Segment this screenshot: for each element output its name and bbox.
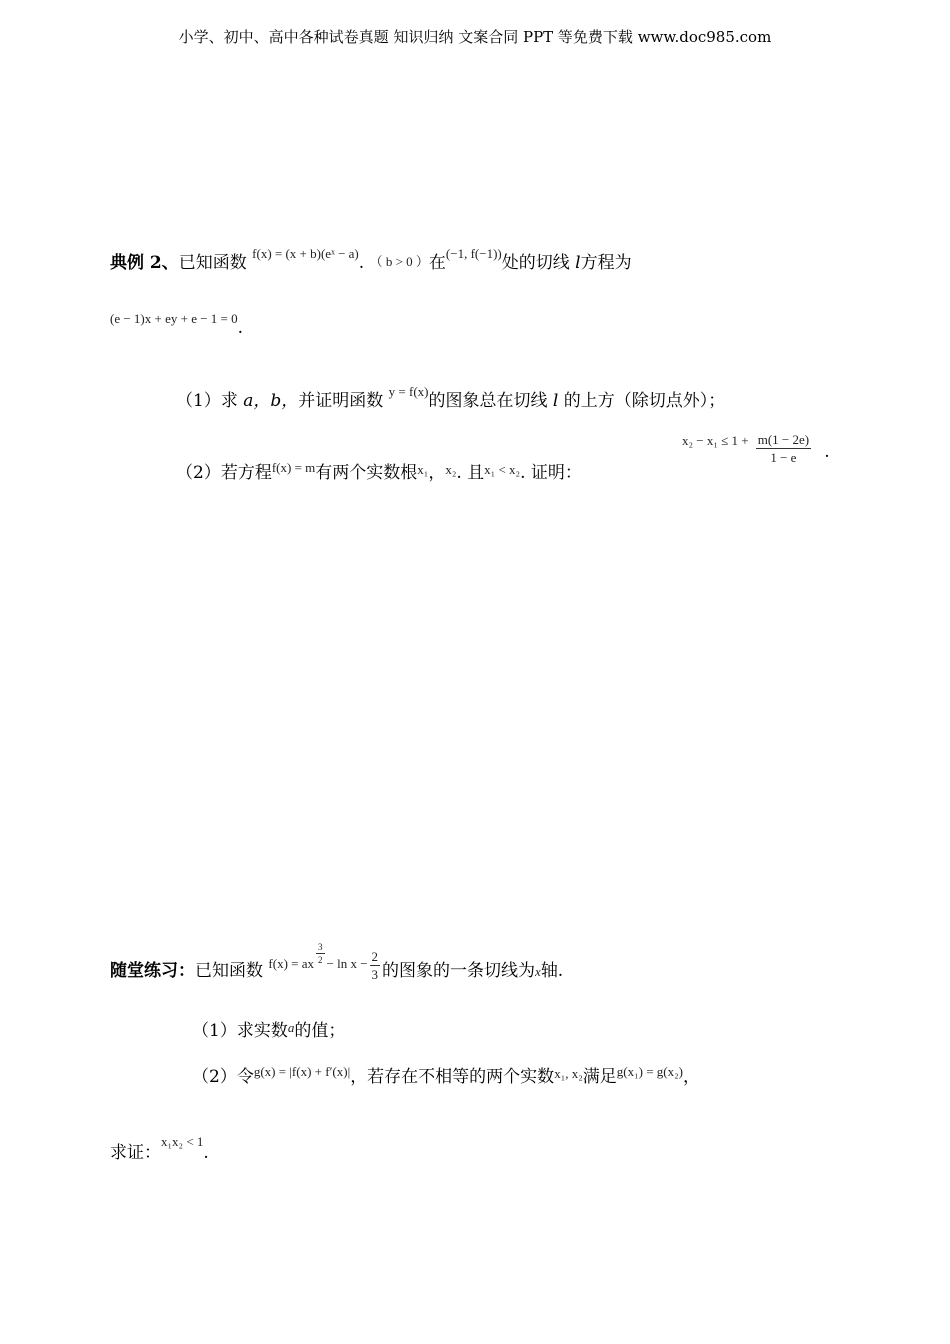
- practice-q1-a: a: [287, 1020, 295, 1035]
- q1-rest2: 的上方（除切点外）；: [563, 391, 726, 411]
- practice-q2-vars: x₁, x₂: [554, 1066, 583, 1081]
- example2-text-2: .: [358, 253, 365, 273]
- q2-fraction: [756, 432, 811, 465]
- example2-label: 典例 2、: [110, 253, 179, 273]
- tangent-point: (−1, f(−1)): [445, 246, 502, 261]
- practice-q2-condition: g(x₁) = g(x₂): [616, 1064, 683, 1079]
- example2-text-6: .: [237, 318, 244, 338]
- practice-function: f(x) = ax 3 2 − ln x − 2 3: [268, 941, 379, 982]
- practice-q2-end: ，: [682, 1067, 700, 1087]
- example2-line1: [110, 248, 632, 273]
- practice-proof-inequality: x₁x₂ < 1: [161, 1134, 204, 1149]
- practice-text-3: 轴.: [540, 961, 564, 981]
- q2-proof-expression: [682, 432, 830, 465]
- practice-x-var: x: [535, 964, 541, 979]
- example2-text-5: 方程为: [580, 253, 632, 273]
- practice-proof-line: [110, 1134, 209, 1163]
- page-header: 小学、初中、高中各种试卷真题 知识归纳 文案合同 PPT 等免费下载 www.doc985.com: [178, 28, 772, 46]
- tangent-line-symbol: l: [575, 253, 581, 273]
- practice-q2-text-2: 满足: [582, 1067, 617, 1087]
- example2-text-1: 已知函数: [178, 253, 247, 273]
- practice-q2-prefix: （2）令: [192, 1067, 254, 1087]
- practice-label: 随堂练习：: [110, 961, 195, 981]
- q2-x2: x₂: [445, 462, 457, 477]
- practice-fraction: $\frac{2}{3}$: [371, 948, 379, 982]
- example2-text-3: 在: [428, 253, 446, 273]
- practice-q2-g-definition: g(x) = |f(x) + f′(x)|: [253, 1064, 351, 1079]
- q2-inequality: x₁ < x₂: [484, 462, 521, 477]
- example2-line2: [110, 311, 244, 338]
- practice-question-1: [192, 1016, 345, 1041]
- q2-end: .: [824, 442, 830, 462]
- practice-proof-end: .: [203, 1143, 209, 1163]
- practice-text-2: 的图象的一条切线为: [382, 961, 536, 981]
- example2-text-4: 处的切线: [501, 253, 570, 273]
- practice-proof-label: 求证：: [110, 1143, 161, 1163]
- q2-lhs: x₂ − x₁ ≤ 1 +: [682, 433, 749, 448]
- q1-rest: 的图象总在切线: [428, 391, 548, 411]
- tangent-equation: (e − 1)x + ey + e − 1 = 0: [110, 311, 238, 326]
- q2-fraction-numerator: m(1 − 2e): [757, 432, 810, 447]
- q1-line-symbol: l: [547, 391, 564, 411]
- practice-q1-prefix: （1）求实数: [192, 1021, 288, 1041]
- condition-b-positive: （ b > 0 ）: [369, 254, 429, 269]
- q2-comma: ，: [428, 463, 446, 483]
- q2-prefix: （2）若方程: [176, 463, 272, 483]
- practice-q2-text-1: ，若存在不相等的两个实数: [350, 1067, 555, 1087]
- q2-text-3: . 证明：: [520, 463, 582, 483]
- practice-line: [110, 941, 564, 990]
- q1-text: 并证明函数: [298, 391, 384, 411]
- q2-text-1: 有两个实数根: [315, 463, 418, 483]
- q2-fraction-denominator: 1 − e: [770, 450, 797, 465]
- practice-question-2: [192, 1062, 700, 1087]
- q1-prefix: （1）求: [176, 391, 238, 411]
- practice-text-1: 已知函数: [195, 961, 263, 981]
- q2-text-2: . 且: [456, 463, 485, 483]
- q1-vars: a，b，: [237, 391, 299, 411]
- q2-equation: f(x) = m: [271, 460, 316, 475]
- example2-question-2: [176, 458, 582, 483]
- q2-x1: x₁: [417, 462, 429, 477]
- practice-exponent: $\frac{3}{2}$: [318, 941, 323, 965]
- practice-q1-rest: 的值；: [294, 1021, 346, 1041]
- q1-function: y = f(x): [388, 384, 429, 399]
- function-definition: f(x) = (x + b)(eˣ − a): [252, 246, 359, 261]
- example2-question-1: [176, 386, 725, 411]
